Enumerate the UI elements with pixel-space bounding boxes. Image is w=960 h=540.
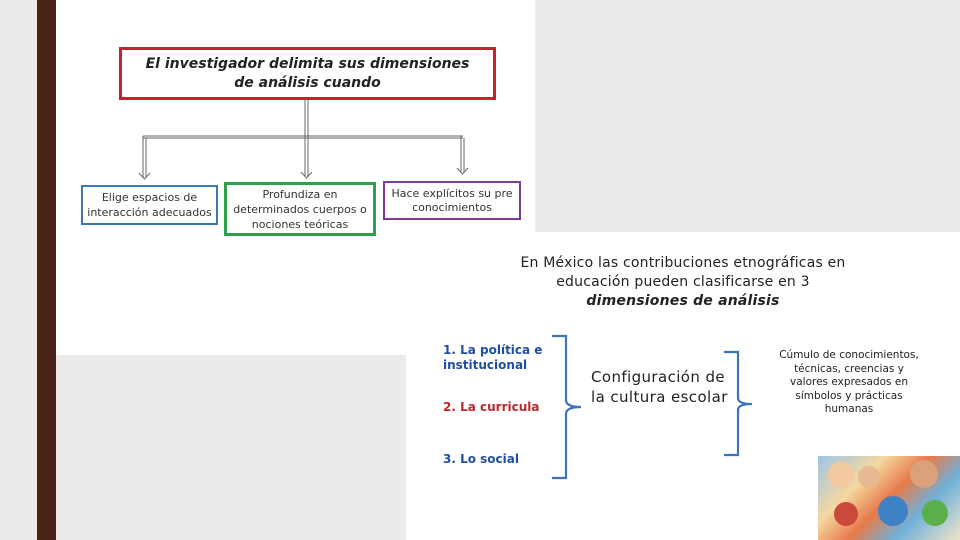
definition-text: Cúmulo de conocimientos, técnicas, creencias y valores expresados en símbolos y prácticas humanas	[779, 349, 919, 415]
arrow-right	[457, 168, 468, 174]
bottom-title-line3: dimensiones de análisis	[586, 293, 780, 309]
arrow-left	[139, 173, 150, 179]
main-statement-box: El investigador delimita sus dimensiones de análisis cuando	[119, 47, 496, 100]
dimension-item-3: 3. Lo social	[443, 452, 519, 466]
branch-box-theory: Profundiza en determinados cuerpos o nociones teóricas	[224, 182, 376, 236]
bottom-title-line2: educación pueden clasificarse en 3	[556, 274, 810, 290]
bottom-title-line1: En México las contribuciones etnográficas en	[520, 255, 846, 271]
branch-box-interaction: Elige espacios de interacción adecuados	[81, 185, 218, 225]
braces	[552, 336, 752, 478]
dimension-item-1: 1. La política e institucional	[443, 343, 543, 372]
branch-box-knowledge: Hace explícitos su pre conocimientos	[383, 181, 521, 220]
education-collage-image	[818, 456, 960, 540]
arrow-center	[301, 172, 312, 178]
dimension-item-2: 2. La curricula	[443, 400, 540, 414]
bottom-title	[478, 254, 888, 311]
center-concept: Configuración de la cultura escolar	[591, 368, 728, 406]
